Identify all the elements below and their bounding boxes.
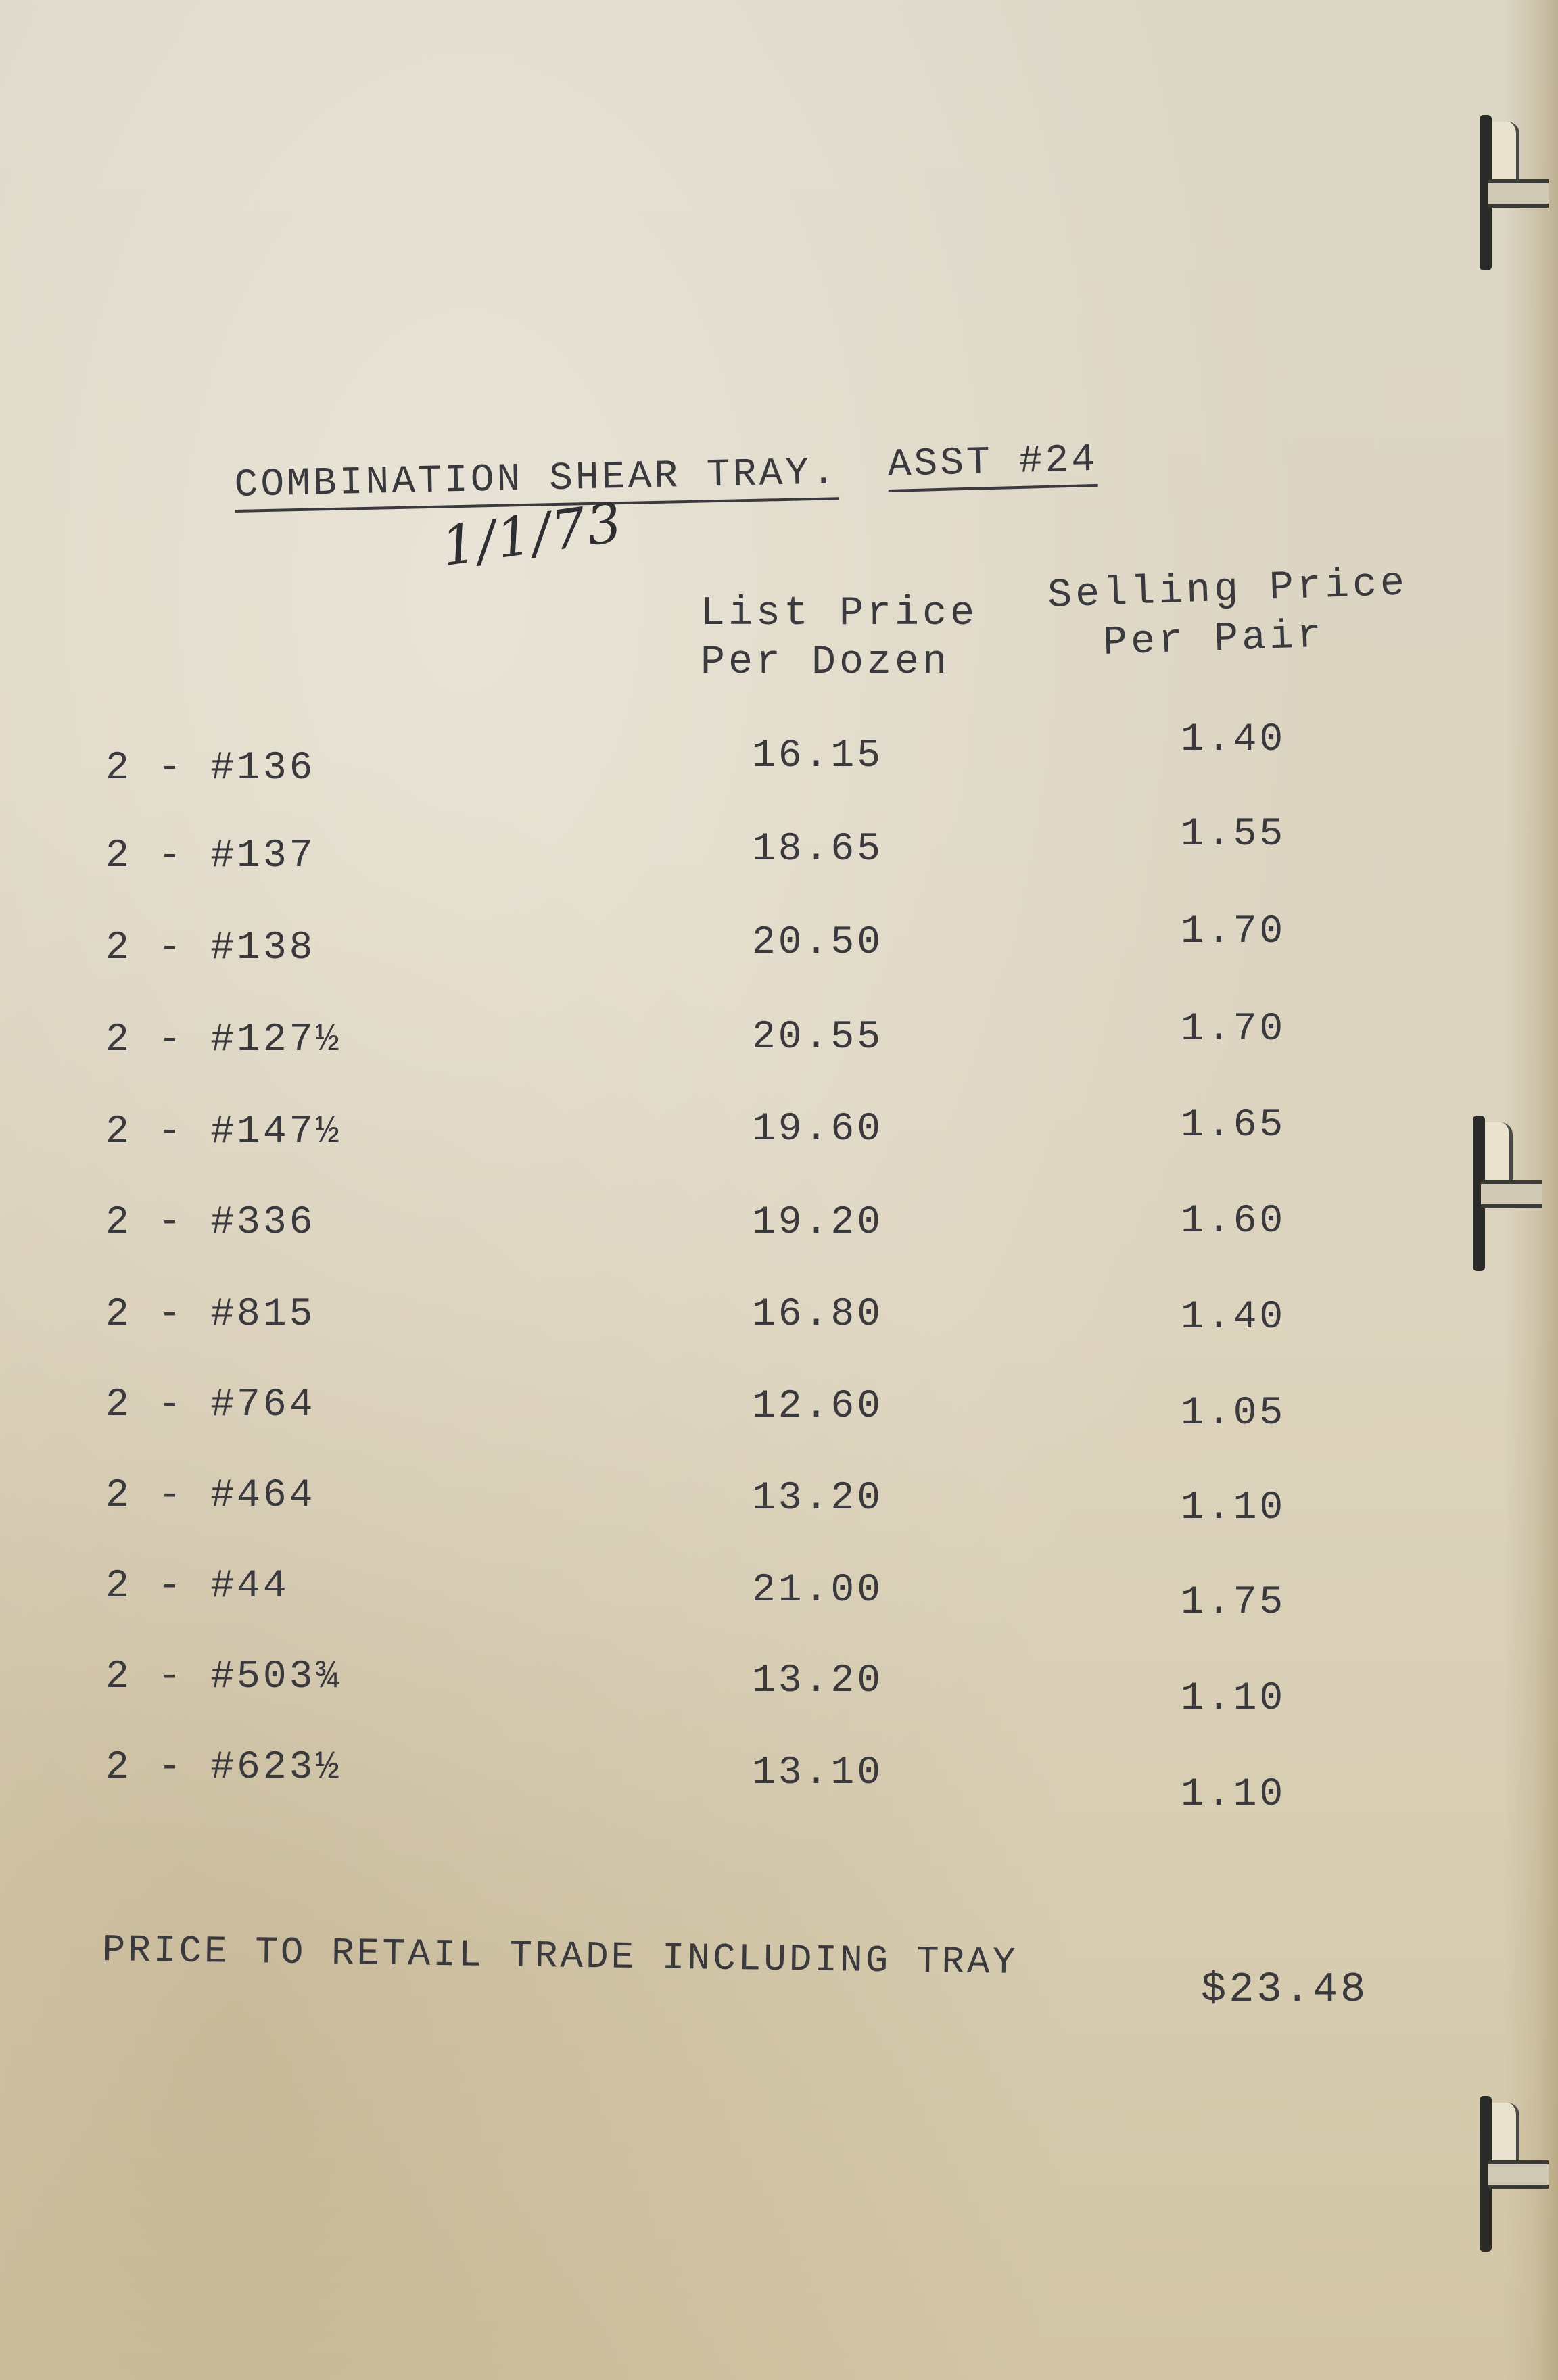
row-selling-price: 1.75	[1181, 1581, 1286, 1625]
row-item: 2 - #137	[105, 834, 316, 878]
total-price: $23.48	[1201, 1966, 1369, 2014]
row-item: 2 - #815	[105, 1293, 316, 1337]
row-selling-price: 1.10	[1181, 1677, 1286, 1721]
row-item: 2 - #503¾	[105, 1655, 342, 1699]
row-list-price: 19.60	[752, 1108, 884, 1151]
row-list-price: 16.80	[752, 1293, 884, 1337]
row-selling-price: 1.70	[1181, 1007, 1286, 1051]
assortment-number: ASST #24	[887, 441, 1098, 492]
row-list-price: 13.20	[752, 1659, 884, 1703]
document-title: COMBINATION SHEAR TRAY.	[234, 454, 839, 513]
row-selling-price: 1.70	[1181, 910, 1286, 954]
row-selling-price: 1.65	[1181, 1103, 1286, 1147]
column-header-list-price: List Price	[701, 591, 978, 637]
handwritten-date: 1/1/73	[438, 490, 627, 579]
row-item: 2 - #336	[105, 1201, 316, 1245]
row-selling-price: 1.10	[1181, 1773, 1286, 1817]
row-item: 2 - #147½	[105, 1110, 342, 1154]
row-selling-price: 1.10	[1181, 1486, 1286, 1530]
row-list-price: 19.20	[752, 1201, 884, 1245]
binder-clip-middle	[1467, 1116, 1542, 1271]
row-selling-price: 1.05	[1181, 1391, 1286, 1435]
row-list-price: 21.00	[752, 1569, 884, 1613]
footer-label: PRICE TO RETAIL TRADE INCLUDING TRAY	[102, 1928, 1018, 1984]
row-item: 2 - #764	[105, 1383, 316, 1427]
row-list-price: 20.55	[752, 1016, 884, 1060]
row-list-price: 16.15	[752, 734, 884, 778]
row-list-price: 18.65	[752, 828, 884, 872]
column-header-list-price-unit: Per Dozen	[701, 640, 951, 686]
row-selling-price: 1.60	[1181, 1199, 1286, 1243]
row-list-price: 20.50	[752, 921, 884, 965]
column-header-selling-price: Selling Price	[1047, 561, 1409, 619]
row-selling-price: 1.55	[1181, 813, 1286, 857]
row-item: 2 - #623½	[105, 1746, 342, 1790]
row-item: 2 - #138	[105, 926, 316, 970]
row-selling-price: 1.40	[1181, 1295, 1286, 1339]
row-list-price: 12.60	[752, 1385, 884, 1429]
binder-clip-top	[1474, 115, 1549, 270]
row-list-price: 13.20	[752, 1477, 884, 1521]
row-item: 2 - #44	[105, 1565, 289, 1609]
column-header-selling-price-unit: Per Pair	[1102, 613, 1326, 667]
row-item: 2 - #127½	[105, 1018, 342, 1062]
row-item: 2 - #136	[105, 746, 316, 790]
row-selling-price: 1.40	[1181, 718, 1286, 762]
binder-clip-bottom	[1474, 2096, 1549, 2252]
row-list-price: 13.10	[752, 1751, 884, 1795]
row-item: 2 - #464	[105, 1474, 316, 1518]
